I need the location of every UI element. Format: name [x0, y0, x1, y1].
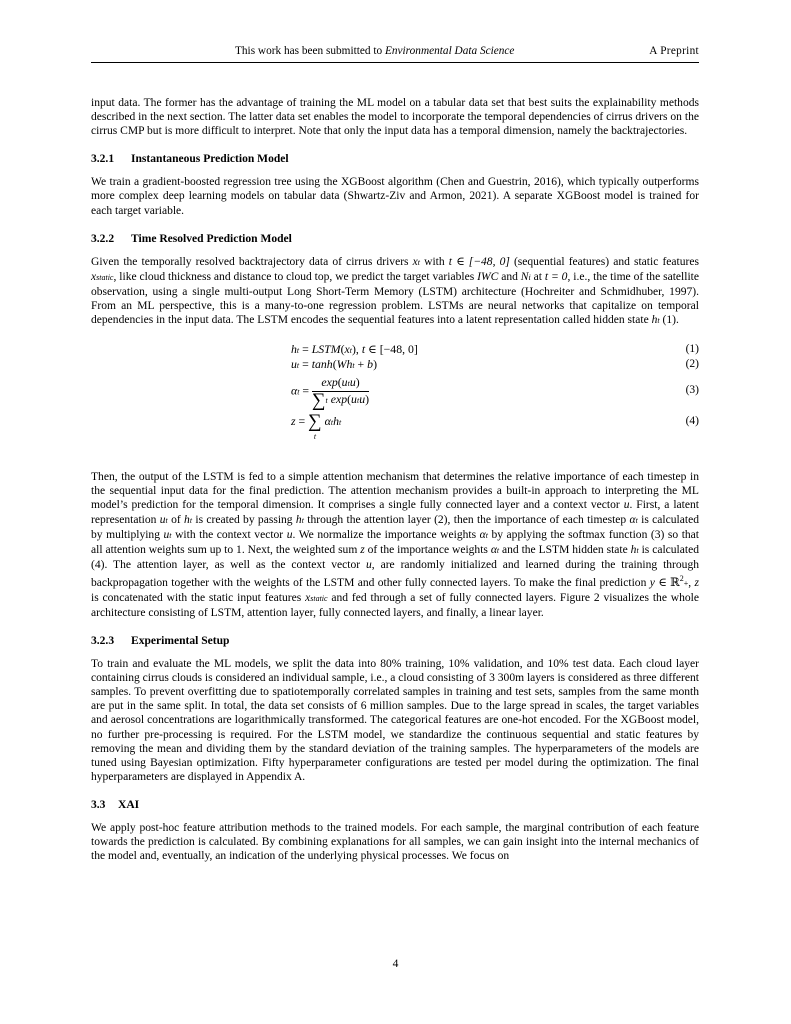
equation-block: [91, 342, 699, 458]
equation-number-2: (2): [685, 358, 699, 371]
equation-1: ht = LSTM(xt), t ∈ [−48, 0]: [291, 342, 418, 357]
journal-name: Environmental Data Science: [384, 45, 515, 57]
header-journal-note: This work has been submitted to Environmental Data Science: [235, 45, 515, 57]
paragraph-3-2-3: To train and evaluate the ML models, we split the data into 80% training, 10% validation, and 10% test data. Each cloud layer containing cirrus clouds is considered an individual sample, i.e., a cloud consisting of 3 300m layers is considered as three different samples. To prevent overfitting due to spatiotemporally correlated samples in training and test sets, samples from the same month are put in the same split. In total, the data set consists of 6 million samples. Due to the large spread in scales, the target variables and aerosol concentrations are logarithmically transformed. The categorical features are one-hot encoded. For the XGBoost model, no further pre-processing is required. For the LSTM model, we standardize the continuous sequential and static features by removing the mean and dividing them by the standard deviation of the training samples. The hyperparameters of the models are tuned using Bayesian optimization. Fifty hyperparameter configurations are tested per model during the optimization. The final hyperparameters are displayed in Appendix A.: [91, 658, 699, 783]
section-heading-3-3: 3.3 XAI: [91, 798, 140, 811]
equation-3: αt = $\frac{\text{exp(utu)}}{\text{∑t exp(utu)}}$: [291, 375, 370, 412]
equation-number-4: (4): [685, 415, 699, 428]
paragraph-3-3: We apply post-hoc feature attribution methods to the trained models. For each sample, the marginal contribution of each feature towards the prediction is calculated. By combining explanations for all samples, we can gain insight into the internal mechanics of the model and, eventually, an indication of the underlying physical processes. We focus on: [91, 822, 699, 863]
running-header: [91, 45, 699, 63]
equation-2: ut = tanh(Wht + b): [291, 357, 377, 372]
paragraph-3-2-1: We train a gradient-boosted regression tree using the XGBoost algorithm (Chen and Guestrin, 2016), which typically outperforms more complex deep learning models on tabular data (Shwartz-Ziv and Armon, 2021). A separate XGBoost model is trained for each target variable.: [91, 176, 699, 217]
paragraph-3-2-2: Given the temporally resolved backtrajectory data of cirrus drivers xt with t ∈ [−48, 0] (sequential features) and static features xstatic, like cloud thickness and distance to cloud top, we predict the target variables IWC and Ni at t = 0, i.e., the time of the satellite observation, using a single multi-output Long Short-Term Memory (LSTM) architecture (Hochreiter and Schmidhuber, 1997). From an ML perspective, this is a many-to-one regression problem. LSTMs are neural networks that capitalize on temporal dependencies in the input data. The LSTM encodes the sequential features into a latent representation called hidden state ht (1).: [91, 255, 700, 327]
page-body: [91, 96, 699, 863]
paragraph-intro: input data. The former has the advantage of training the ML model on a tabular data set that best suits the explainability methods described in the next section. The latter data set enables the model to incorporate the temporal dependencies of cirrus drivers on the cirrus CMP but is more difficult to interpret. Note that only the input data has a temporal dimension, namely the backtrajectories.: [91, 97, 699, 138]
header-preprint-label: A Preprint: [649, 45, 699, 57]
section-heading-3-2-2: 3.2.2 Time Resolved Prediction Model: [91, 232, 292, 245]
page-number: 4: [392, 958, 399, 970]
section-heading-3-2-1: 3.2.1 Instantaneous Prediction Model: [91, 153, 289, 166]
equation-4: z = ∑ t αtht: [291, 411, 342, 442]
equation-number-3: (3): [685, 384, 699, 397]
section-heading-3-2-3: 3.2.3 Experimental Setup: [91, 635, 230, 647]
paragraph-attention: Then, the output of the LSTM is fed to a simple attention mechanism that determines the relative importance of each timestep in the sequential input data for the final prediction. The attention mechanism provides a built-in approach to interpreting the ML model’s prediction for the temporal dimension. It comprises a single fully connected layer and a context vector u. First, a latent representation ut of ht is created by passing ht through the attention layer (2), then the importance of each timestep αt is calculated by multiplying ut with the context vector u. We normalize the importance weights αt by applying the softmax function (3) so that all attention weights sum up to 1. Next, the weighted sum z of the importance weights αt and the LSTM hidden state ht is calculated (4). The attention layer, as well as the context vector u, are randomly initialized and learned during the training through backpropagation together with the weights of the LSTM and other fully connected layers. To make the final prediction y ∈ ℝ$^2$+, z is concatenated with the static input features xstatic and fed through a set of fully connected layers. Figure 2 visualizes the whole architecture consisting of LSTM, attention layer, fully connected layers, and finally, a linear layer.: [91, 471, 700, 619]
equation-number-1: (1): [685, 343, 699, 356]
